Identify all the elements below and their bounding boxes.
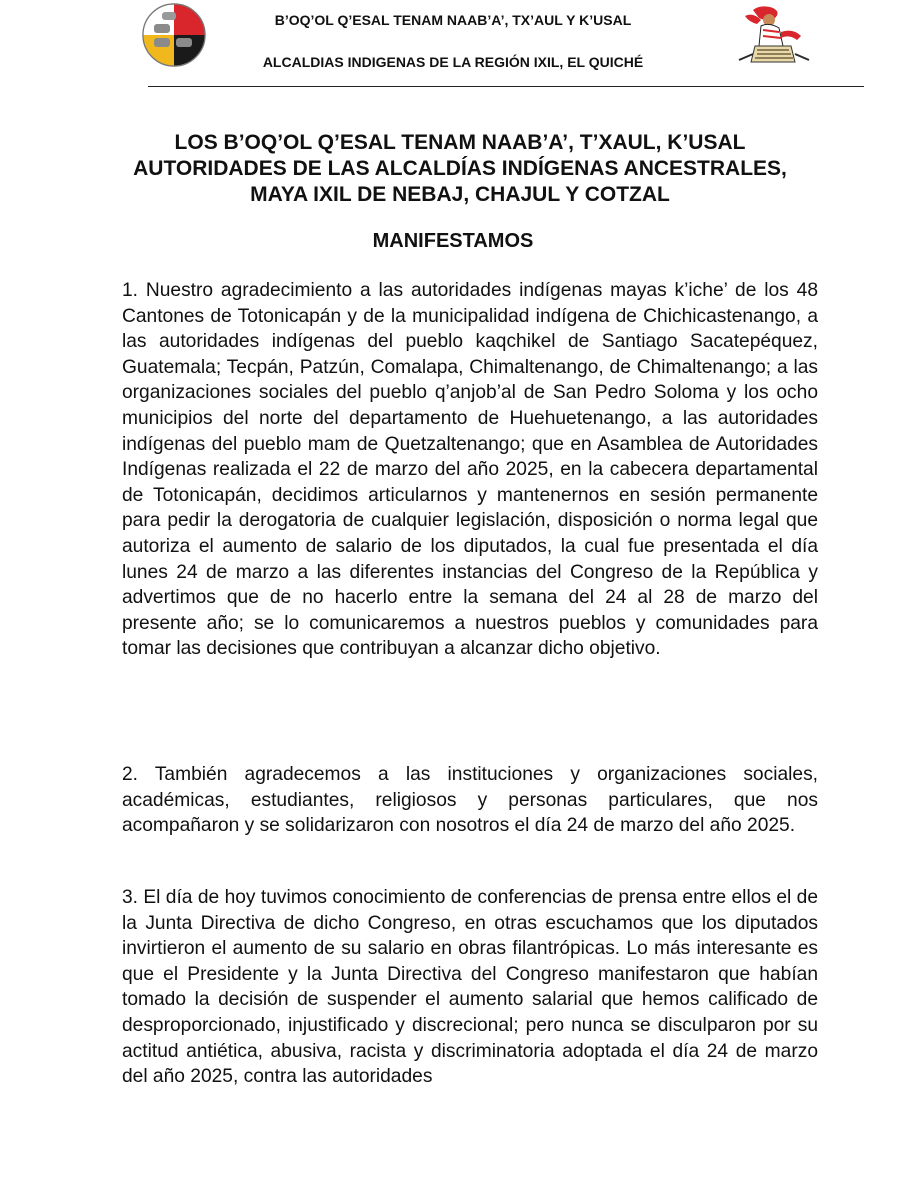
header-line-1: B’OQ’OL Q’ESAL TENAM NAAB’A’, TX’AUL Y K’USAL	[274, 12, 632, 28]
document-subtitle: MANIFESTAMOS	[372, 230, 534, 252]
paragraph-2: 2. También agradecemos a las instituciones y organizaciones sociales, académicas, estudiantes, religiosos y personas particulares, que nos acompañaron y se solidarizaron con nosotros el día 24 de marzo del año 2025.	[122, 764, 818, 837]
paragraph-1: 1. Nuestro agradecimiento a las autoridades indígenas mayas k’iche’ de los 48 Cantones de Totonicapán y de la municipalidad indígena de Chichicastenango, a las autoridades indígenas del pueblo kaqchikel de Santiago Sacatepéquez, Guatemala; Tecpán, Patzún, Comalapa, Chimaltenango, de Chimaltenango; a las organizaciones sociales del pueblo q’anjob’al de San Pedro Soloma y los ocho municipios del norte del departamento de Huehuetenango, a las autoridades indígenas del pueblo mam de Quetzaltenango; que en Asamblea de Autoridades Indígenas realizada el 22 de marzo del año 2025, en la cabecera departamental de Totonicapán, decidimos articularnos y mantenernos en sesión permanente para pedir la derogatoria de cualquier legislación, disposición o norma legal que autoriza el aumento de salario de los diputados, la cual fue presentada el día lunes 24 de marzo a las diferentes instancias del Congreso de la República y advertimos que de no hacerlo entre la semana del 24 al 28 de marzo del presente año; se lo comunicaremos a nuestros pueblos y comunidades para tomar las decisiones que contribuyan a alcanzar dicho objetivo.	[122, 280, 818, 660]
title-line-3: MAYA IXIL DE NEBAJ, CHAJUL Y COTZAL	[250, 183, 670, 206]
header-line-2: ALCALDIAS INDIGENAS DE LA REGIÓN IXIL, EL QUICHÉ	[262, 54, 644, 70]
header-divider	[148, 86, 864, 87]
title-line-2: AUTORIDADES DE LAS ALCALDÍAS INDÍGENAS ANCESTRALES,	[133, 157, 787, 180]
document-title	[80, 130, 840, 208]
title-line-1: LOS B’OQ’OL Q’ESAL TENAM NAAB’A’, T’XAUL, K’USAL	[174, 131, 746, 154]
paragraph-3: 3. El día de hoy tuvimos conocimiento de conferencias de prensa entre ellos el de la Junta Directiva de dicho Congreso, en otras escuchamos que los diputados invirtieron el aumento de su salario en obras filantrópicas. Lo más interesante es que el Presidente y la Junta Directiva del Congreso manifestaron que habían tomado la decisión de suspender el aumento salarial que hemos calificado de desproporcionado, injustificado y discrecional; pero nunca se disculparon por su actitud antiética, abusiva, racista y discriminatoria adoptada el día 24 de marzo del año 2025, contra las autoridades	[122, 887, 818, 1088]
